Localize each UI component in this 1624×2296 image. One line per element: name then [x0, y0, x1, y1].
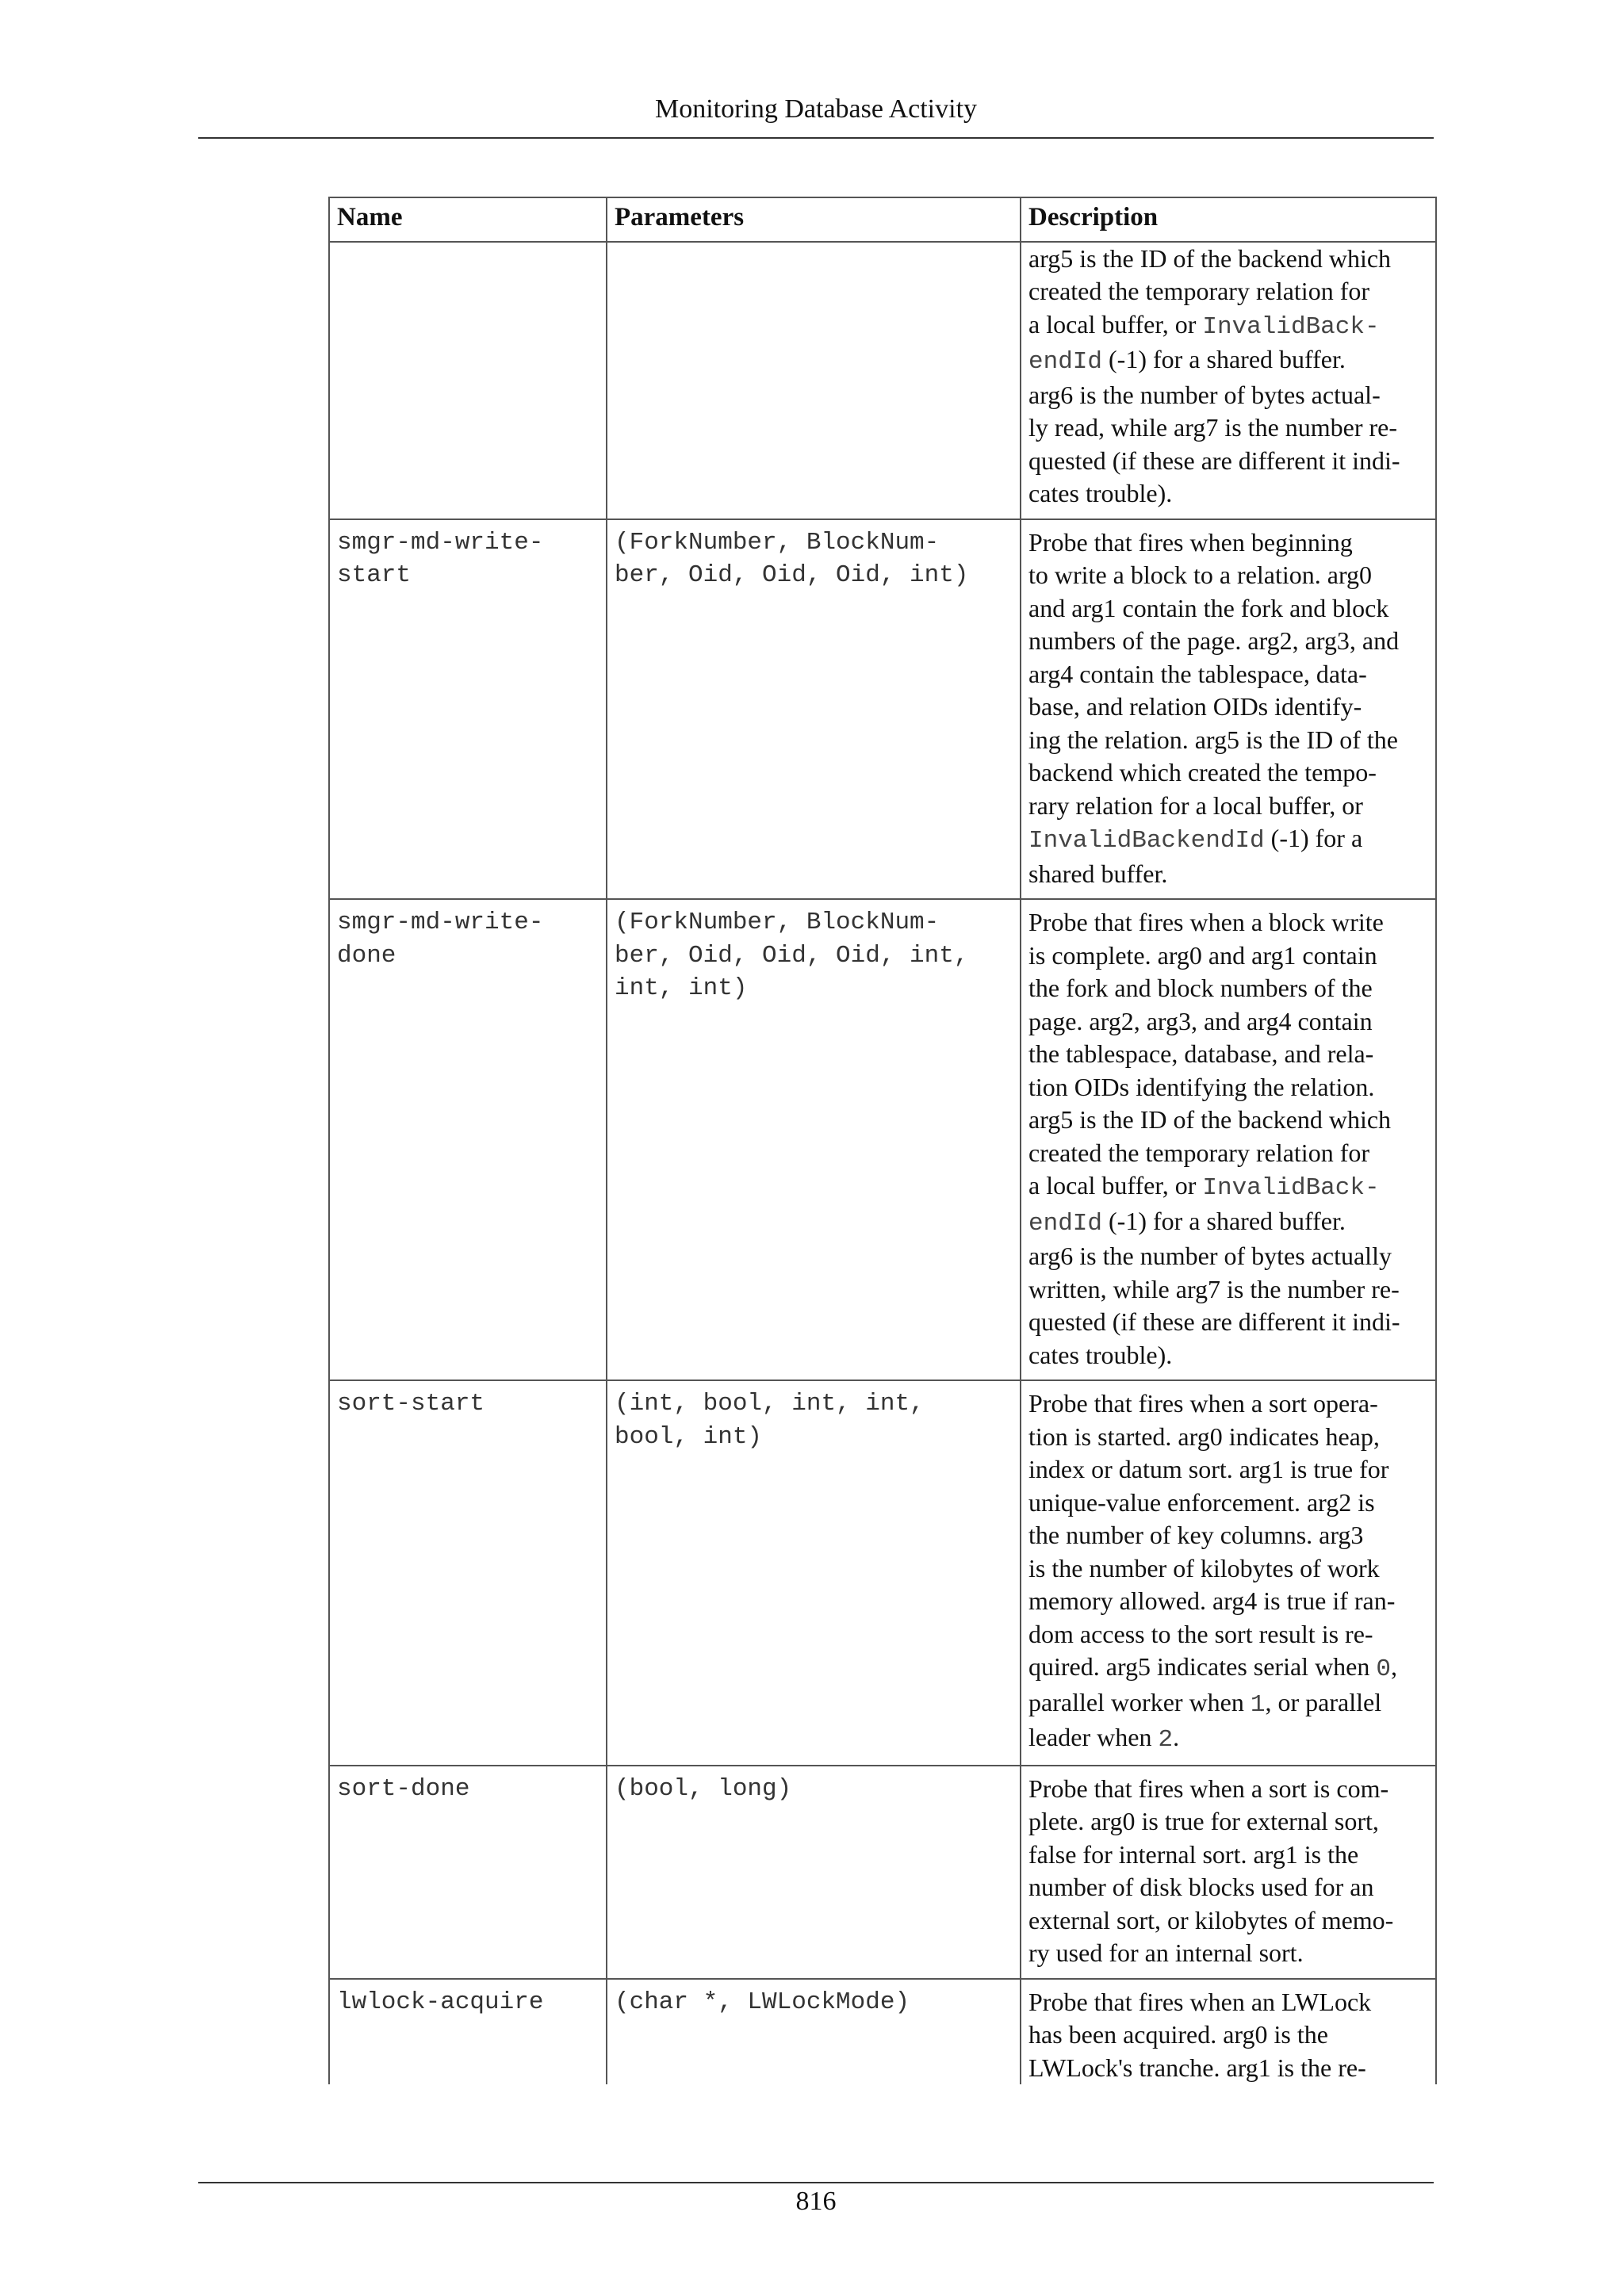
description-line: [1028, 243, 1431, 276]
description-line: [1028, 1937, 1431, 1970]
description-text: the tablespace, database, and rela-: [1028, 1039, 1374, 1068]
description-line: [1028, 1071, 1431, 1104]
probe-parameters-cell-line: (bool, long): [615, 1774, 792, 1803]
description-text: tion is started. arg0 indicates heap,: [1028, 1422, 1380, 1451]
description-line: [1028, 1585, 1431, 1618]
description-line: [1028, 1169, 1431, 1205]
description-line: [1028, 756, 1431, 790]
description-text: arg5 is the ID of the backend which: [1028, 243, 1392, 273]
description-line: [1028, 1651, 1431, 1686]
description-line: [1028, 1240, 1431, 1273]
description-line: [1028, 343, 1431, 379]
header-rule: [198, 137, 1434, 139]
probe-parameters-cell-line: ber, Oid, Oid, Oid, int,: [615, 941, 969, 970]
probe-description-cell: [1021, 1766, 1436, 1979]
probe-name-cell: [329, 1979, 607, 2085]
description-line: [1028, 308, 1431, 344]
inline-code: InvalidBack-: [1202, 1174, 1380, 1202]
description-text: arg4 contain the tablespace, data-: [1028, 659, 1367, 688]
description-text: plete. arg0 is true for external sort,: [1028, 1807, 1379, 1835]
description-line: [1028, 1805, 1431, 1839]
description-text: (-1) for a shared buffer.: [1102, 345, 1346, 373]
probe-parameters-cell-line: ber, Oid, Oid, Oid, int): [615, 561, 969, 589]
description-text: tion OIDs identifying the relation.: [1028, 1072, 1375, 1101]
inline-code: 1: [1250, 1690, 1266, 1719]
probe-name-cell-line: smgr-md-write-: [337, 528, 544, 557]
description-line: [1028, 1137, 1431, 1170]
table-row: [329, 519, 1436, 900]
probe-name-cell-line: done: [337, 941, 396, 970]
probe-name-cell-line: sort-done: [337, 1774, 470, 1803]
description-line: [1028, 1487, 1431, 1520]
description-line: [1028, 1005, 1431, 1039]
description-line: [1028, 1453, 1431, 1487]
description-line: [1028, 2019, 1431, 2052]
probe-name-cell: [329, 1766, 607, 1979]
probe-name-cell: [329, 519, 607, 900]
description-line: [1028, 411, 1431, 445]
description-line: [1028, 972, 1431, 1005]
description-line: [1028, 526, 1431, 560]
description-text: cates trouble).: [1028, 1340, 1173, 1369]
inline-code: 2: [1158, 1726, 1174, 1754]
description-text: ,: [1390, 1652, 1397, 1681]
description-text: quired. arg5 indicates serial when: [1028, 1652, 1377, 1681]
description-text: Probe that fires when an LWLock: [1028, 1987, 1372, 2016]
description-text: Probe that fires when a sort is com-: [1028, 1774, 1389, 1803]
table-header-row: [329, 197, 1436, 242]
description-text: (-1) for a: [1264, 824, 1363, 852]
description-text: leader when: [1028, 1723, 1159, 1751]
probe-parameters-cell-line: bool, int): [615, 1422, 763, 1451]
description-text: external sort, or kilobytes of memo-: [1028, 1905, 1394, 1934]
probe-name-cell-line: start: [337, 561, 412, 589]
description-line: [1028, 1839, 1431, 1872]
description-text: backend which created the tempo-: [1028, 758, 1377, 786]
description-text: created the temporary relation for: [1028, 1138, 1369, 1167]
description-text: rary relation for a local buffer, or: [1028, 790, 1363, 820]
column-header-name: Name: [329, 197, 607, 242]
description-line: [1028, 1421, 1431, 1454]
description-text: a local buffer, or: [1028, 309, 1203, 339]
probe-parameters-cell: [607, 519, 1021, 900]
probe-description-cell: [1021, 1380, 1436, 1766]
description-text: has been acquired. arg0 is the: [1028, 2020, 1328, 2049]
description-text: unique-value enforcement. arg2 is: [1028, 1487, 1375, 1517]
description-text: quested (if these are different it indi-: [1028, 1307, 1400, 1336]
description-text: ly read, while arg7 is the number re-: [1028, 413, 1398, 442]
description-line: [1028, 1104, 1431, 1137]
description-text: .: [1173, 1723, 1180, 1751]
description-text: cates trouble).: [1028, 479, 1173, 507]
table-row: [329, 242, 1436, 519]
description-line: [1028, 1306, 1431, 1339]
description-text: ing the relation. arg5 is the ID of the: [1028, 725, 1398, 754]
description-line: [1028, 625, 1431, 658]
description-line: [1028, 1686, 1431, 1722]
description-text: page. arg2, arg3, and arg4 contain: [1028, 1006, 1373, 1035]
description-text: arg5 is the ID of the backend which: [1028, 1105, 1392, 1134]
description-line: [1028, 724, 1431, 757]
description-text: ry used for an internal sort.: [1028, 1938, 1304, 1967]
description-line: [1028, 822, 1431, 858]
description-line: [1028, 379, 1431, 412]
description-line: [1028, 275, 1431, 308]
description-line: [1028, 592, 1431, 626]
description-line: [1028, 1904, 1431, 1938]
probe-parameters-cell: [607, 1766, 1021, 1979]
probe-rows: [329, 242, 1436, 2085]
description-text: to write a block to a relation. arg0: [1028, 561, 1373, 589]
probe-description-cell: [1021, 899, 1436, 1380]
description-text: the number of key columns. arg3: [1028, 1521, 1364, 1549]
description-line: [1028, 1273, 1431, 1307]
probe-name-cell: [329, 242, 607, 519]
inline-code: InvalidBackendId: [1028, 827, 1265, 855]
table-row: [329, 1979, 1436, 2085]
probe-parameters-cell: [607, 1380, 1021, 1766]
column-header-parameters: Parameters: [607, 197, 1021, 242]
description-text: is the number of kilobytes of work: [1028, 1553, 1380, 1582]
table-row: [329, 899, 1436, 1380]
description-line: [1028, 1618, 1431, 1651]
column-header-description: Description: [1021, 197, 1436, 242]
probe-description-cell: [1021, 519, 1436, 900]
probe-parameters-cell-line: (ForkNumber, BlockNum-: [615, 528, 940, 557]
footer-rule: [198, 2182, 1434, 2183]
probe-name-cell-line: smgr-md-write-: [337, 909, 544, 936]
probe-parameters-cell: [607, 242, 1021, 519]
table-row: [329, 1766, 1436, 1979]
description-text: shared buffer.: [1028, 859, 1168, 888]
description-line: [1028, 1552, 1431, 1586]
description-text: parallel worker when: [1028, 1687, 1251, 1716]
description-text: a local buffer, or: [1028, 1171, 1203, 1200]
description-text: created the temporary relation for: [1028, 277, 1369, 305]
running-header: Monitoring Database Activity: [654, 94, 978, 124]
probe-name-cell: [329, 899, 607, 1380]
description-text: Probe that fires when a block write: [1028, 908, 1384, 936]
description-line: [1028, 906, 1431, 939]
probe-name-cell-line: sort-start: [337, 1390, 485, 1418]
description-line: [1028, 1773, 1431, 1806]
description-line: [1028, 1721, 1431, 1757]
description-line: [1028, 1871, 1431, 1904]
description-line: [1028, 1387, 1431, 1421]
probe-parameters-cell-line: (char *, LWLockMode): [615, 1988, 910, 2016]
description-line: [1028, 1205, 1431, 1241]
probe-name-cell: [329, 1380, 607, 1766]
description-text: the fork and block numbers of the: [1028, 974, 1373, 1002]
description-text: Probe that fires when a sort opera-: [1028, 1389, 1378, 1418]
inline-code: endId: [1028, 348, 1103, 376]
description-line: [1028, 790, 1431, 823]
description-text: index or datum sort. arg1 is true for: [1028, 1455, 1389, 1483]
probe-description-cell: [1021, 1979, 1436, 2085]
probe-name-cell-line: lwlock-acquire: [337, 1988, 544, 2016]
description-line: [1028, 2052, 1431, 2085]
description-line: [1028, 445, 1431, 478]
probe-parameters-cell: [607, 899, 1021, 1380]
description-line: [1028, 691, 1431, 724]
description-text: Probe that fires when beginning: [1028, 527, 1353, 557]
probe-description-cell: [1021, 242, 1436, 519]
description-line: [1028, 1038, 1431, 1071]
inline-code: 0: [1376, 1655, 1391, 1683]
description-line: [1028, 559, 1431, 592]
description-text: dom access to the sort result is re-: [1028, 1619, 1373, 1648]
description-text: LWLock's tranche. arg1 is the re-: [1028, 2053, 1366, 2082]
description-line: [1028, 858, 1431, 891]
probe-parameters-cell-line: int, int): [615, 974, 748, 1002]
description-text: , or parallel: [1265, 1687, 1382, 1716]
probe-parameters-cell-line: (int, bool, int, int,: [615, 1390, 925, 1418]
description-text: memory allowed. arg4 is true if ran-: [1028, 1586, 1396, 1615]
inline-code: endId: [1028, 1209, 1103, 1238]
description-line: [1028, 658, 1431, 691]
description-text: numbers of the page. arg2, arg3, and: [1028, 626, 1400, 655]
description-text: quested (if these are different it indi-: [1028, 446, 1400, 475]
probe-parameters-cell-line: (ForkNumber, BlockNum-: [615, 909, 940, 936]
description-line: [1028, 477, 1431, 511]
inline-code: InvalidBack-: [1202, 312, 1380, 341]
description-text: is complete. arg0 and arg1 contain: [1028, 940, 1377, 970]
probe-table: [328, 197, 1437, 2084]
description-text: base, and relation OIDs identify-: [1028, 692, 1362, 721]
description-line: [1028, 1986, 1431, 2019]
description-line: [1028, 1519, 1431, 1552]
description-text: (-1) for a shared buffer.: [1102, 1206, 1346, 1235]
description-text: arg6 is the number of bytes actually: [1028, 1242, 1392, 1270]
description-line: [1028, 1339, 1431, 1372]
description-text: number of disk blocks used for an: [1028, 1873, 1374, 1901]
probe-parameters-cell: [607, 1979, 1021, 2085]
description-text: false for internal sort. arg1 is the: [1028, 1839, 1359, 1869]
description-line: [1028, 939, 1431, 973]
table-row: [329, 1380, 1436, 1766]
description-text: arg6 is the number of bytes actual-: [1028, 380, 1381, 409]
page-number: 816: [795, 2187, 837, 2216]
description-text: written, while arg7 is the number re-: [1028, 1274, 1400, 1303]
description-text: and arg1 contain the fork and block: [1028, 593, 1389, 622]
